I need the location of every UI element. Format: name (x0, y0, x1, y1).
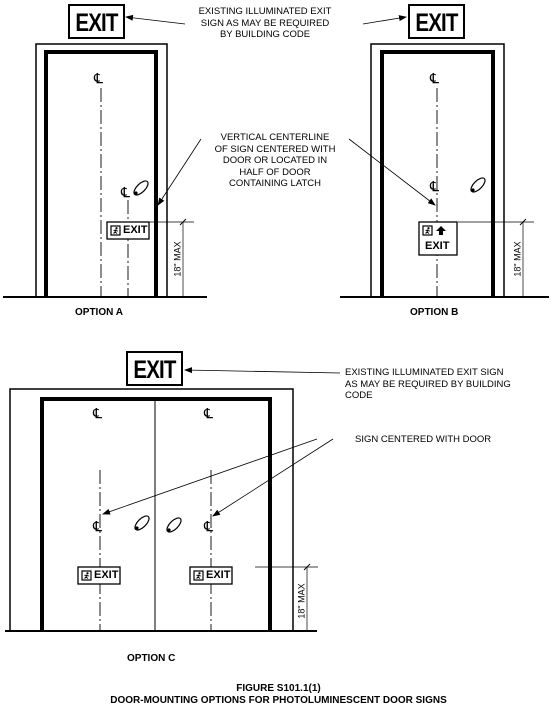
exit-sign-a-text: EXIT (75, 9, 118, 37)
centerline-symbol: ℄ (94, 70, 103, 86)
option-a-label: OPTION A (75, 307, 123, 318)
note-top: EXISTING ILLUMINATED EXIT SIGN AS MAY BE REQUIRED BY BUILDING CODE (198, 6, 332, 40)
option-b-label: OPTION B (410, 307, 459, 318)
note-sign-centered: SIGN CENTERED WITH DOOR (355, 434, 492, 445)
centerline-symbol: ℄ (93, 518, 102, 534)
small-exit-c-right-text: EXIT (206, 569, 231, 581)
centerline-symbol: ℄ (204, 405, 213, 421)
note-existing-exit-c: EXISTING ILLUMINATED EXIT SIGN AS MAY BE REQUIRED BY BUILDING CODE (345, 367, 511, 401)
small-exit-b-text: EXIT (425, 240, 450, 252)
small-exit-c-left-text: EXIT (94, 569, 119, 581)
option-c-double-door (5, 389, 318, 631)
note-centerline: VERTICAL CENTERLINE OF SIGN CENTERED WITH DOOR OR LOCATED IN HALF OF DOOR CONTAINING LATCH (214, 132, 336, 189)
centerline-symbol: ℄ (121, 184, 130, 200)
figure-title: DOOR-MOUNTING OPTIONS FOR PHOTOLUMINESCENT DOOR SIGNS (110, 695, 447, 706)
centerline-symbol: ℄ (204, 518, 213, 534)
exit-sign-b-text: EXIT (415, 9, 458, 37)
figure-number: FIGURE S101.1(1) (236, 683, 321, 694)
exit-sign-c-text: EXIT (133, 356, 176, 384)
small-exit-a-text: EXIT (123, 224, 148, 236)
dimension-b: 18" MAX (512, 241, 523, 277)
dimension-c: 18" MAX (296, 583, 307, 619)
centerline-symbol: ℄ (430, 178, 439, 194)
centerline-symbol: ℄ (93, 405, 102, 421)
option-c-label: OPTION C (127, 653, 176, 664)
dimension-a: 18" MAX (172, 241, 183, 277)
centerline-symbol: ℄ (430, 70, 439, 86)
